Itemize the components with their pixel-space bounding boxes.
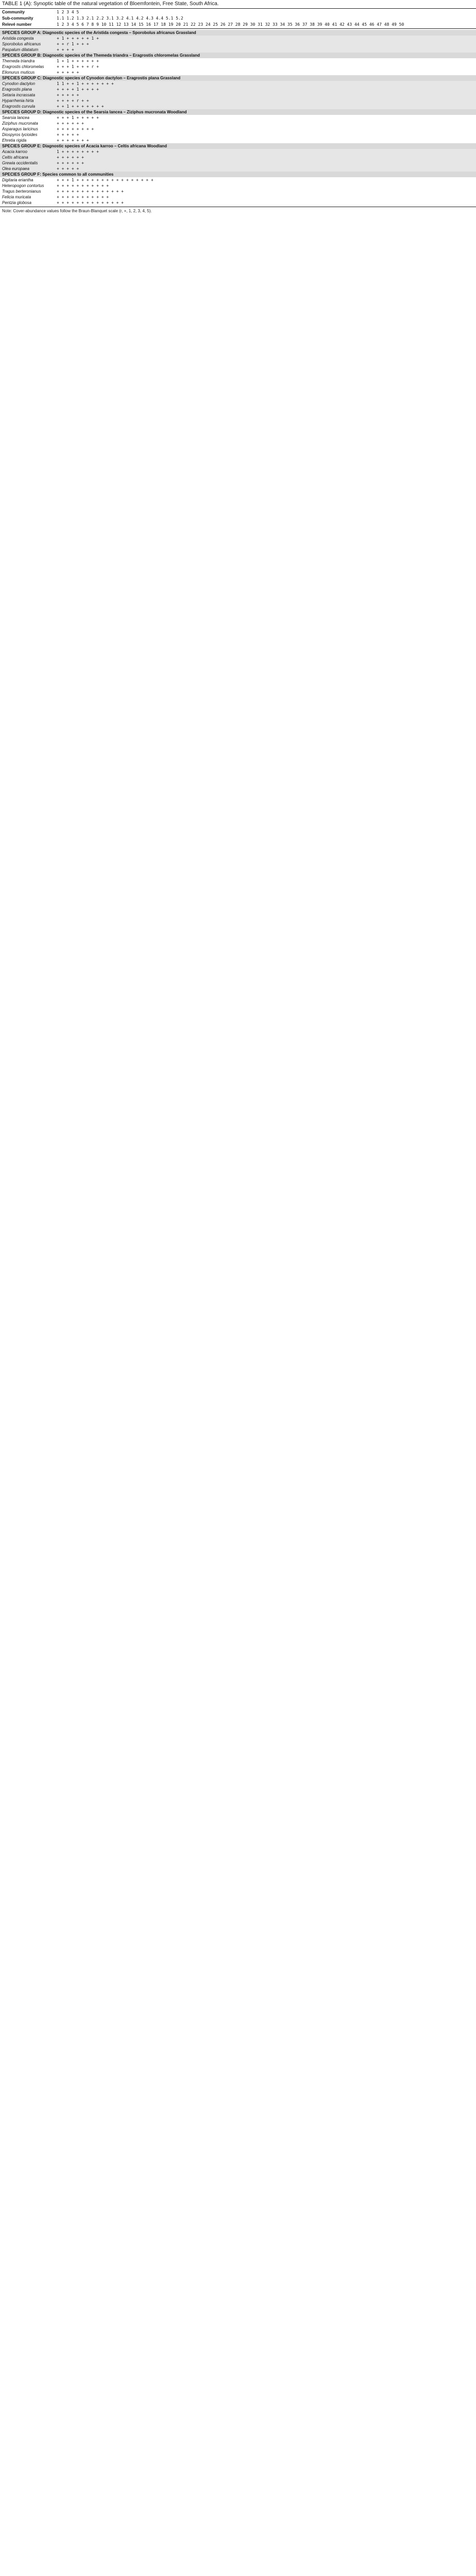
table-row bbox=[0, 177, 476, 183]
species-name: Eragrostis chloromelas bbox=[2, 64, 44, 69]
species-name: Themeda triandra bbox=[2, 59, 35, 63]
species-group-title: SPECIES GROUP C: Diagnostic species of Cynodon dactylon – Eragrostis plana Grassland bbox=[2, 76, 181, 80]
header-rule-top bbox=[0, 8, 476, 9]
species-name: Asparagus laricinus bbox=[2, 127, 38, 131]
species-name: Heteropogon contortus bbox=[2, 183, 44, 188]
table-row bbox=[0, 87, 476, 92]
cover-values: + + + + + bbox=[57, 132, 79, 137]
subcommunity-label: Sub-community bbox=[2, 16, 33, 21]
cover-values: + + 1 + + + + + + + bbox=[57, 104, 104, 109]
table-row bbox=[0, 183, 476, 189]
species-name: Paspalum dilatatum bbox=[2, 47, 39, 52]
releve-numbers: 1 2 3 4 5 6 7 8 9 10 11 12 13 14 15 16 17 18 19 20 21 22 23 24 25 26 27 28 29 30 31 32 33 34 35 36 37 38 39 40 41 42 43 44 45 46 47 48 49 50 bbox=[57, 22, 404, 27]
species-group-title: SPECIES GROUP B: Diagnostic species of the Themeda triandra – Eragrostis chloromelas Grassland bbox=[2, 53, 200, 58]
cover-values: 1 1 + + 1 + + + + + + + bbox=[57, 81, 114, 86]
species-name: Diospyros lycioides bbox=[2, 132, 38, 137]
table-row bbox=[0, 47, 476, 53]
cover-values: + + + + bbox=[57, 47, 74, 52]
table-row bbox=[0, 121, 476, 126]
species-group-title: SPECIES GROUP E: Diagnostic species of Acacia karroo – Celtis africana Woodland bbox=[2, 144, 167, 148]
species-name: Celtis africana bbox=[2, 155, 28, 160]
species-group-title: SPECIES GROUP A: Diagnostic species of the Aristida congesta – Sporobolus africanus Grassland bbox=[2, 30, 196, 35]
table-row bbox=[0, 200, 476, 206]
species-name: Eragrostis plana bbox=[2, 87, 32, 92]
species-name: Acacia karroo bbox=[2, 149, 27, 154]
cover-values: + 1 + + + + + 1 + bbox=[57, 36, 99, 41]
cover-values: + + + + + + + + + + + + + + bbox=[57, 200, 124, 205]
table-row bbox=[0, 160, 476, 166]
header-community-row bbox=[0, 9, 476, 15]
table-row bbox=[0, 138, 476, 143]
species-group-title: SPECIES GROUP D: Diagnostic species of the Searsia lancea – Ziziphus mucronata Woodland bbox=[2, 110, 187, 114]
header-subcommunity-row bbox=[0, 15, 476, 22]
cover-values: + + + + + + + + + + + + + + bbox=[57, 189, 124, 194]
cover-values: + + r 1 + + + bbox=[57, 42, 89, 46]
cover-values: 1 + 1 + + + + + + bbox=[57, 59, 99, 63]
species-name: Digitaria eriantha bbox=[2, 178, 33, 182]
species-group-heading bbox=[0, 172, 476, 177]
species-name: Pentzia globosa bbox=[2, 200, 31, 205]
header-rule-bottom bbox=[0, 28, 476, 29]
species-name: Ehretia rigida bbox=[2, 138, 27, 143]
cover-values: + + + + + + bbox=[57, 121, 84, 126]
cover-values: + + + 1 + + + r + bbox=[57, 64, 99, 69]
subcommunity-numbers: 1.1 1.2 1.3 2.1 2.2 3.1 3.2 4.1 4.2 4.3 4.4 5.1 5.2 bbox=[57, 16, 183, 21]
table-row bbox=[0, 166, 476, 172]
table-row bbox=[0, 104, 476, 109]
cover-values: + + + + + bbox=[57, 166, 79, 171]
cover-values: + + + + + + + bbox=[57, 138, 89, 143]
species-name: Olea europaea bbox=[2, 166, 29, 171]
table-row bbox=[0, 92, 476, 98]
cover-values: + + + + + + bbox=[57, 161, 84, 165]
cover-values: + + + 1 + + + + + + + + + + + + + + + + bbox=[57, 178, 154, 182]
table-row bbox=[0, 194, 476, 200]
table-footnote: Note: Cover-abundance values follow the Braun-Blanquet scale (r, +, 1, 2, 3, 4, 5). bbox=[2, 209, 152, 213]
table-row bbox=[0, 70, 476, 75]
species-name: Eragrostis curvula bbox=[2, 104, 36, 109]
table-caption: TABLE 1 (A): Synoptic table of the natural vegetation of Bloemfontein, Free State, South Africa. bbox=[2, 1, 219, 7]
species-name: Searsia lancea bbox=[2, 115, 29, 120]
species-group-heading bbox=[0, 143, 476, 149]
community-numbers: 1 2 3 4 5 bbox=[57, 10, 79, 14]
cover-values: + + + + + bbox=[57, 93, 79, 97]
species-group-heading bbox=[0, 30, 476, 36]
table-row bbox=[0, 155, 476, 160]
table-row bbox=[0, 81, 476, 87]
table-row bbox=[0, 132, 476, 138]
header-releve-row bbox=[0, 22, 476, 28]
table-row bbox=[0, 64, 476, 70]
cover-values: + + + + r + + bbox=[57, 98, 89, 103]
table-row bbox=[0, 115, 476, 121]
cover-values: + + + + + + + + + + + bbox=[57, 195, 109, 199]
cover-values: + + + + + bbox=[57, 70, 79, 75]
table-row bbox=[0, 36, 476, 41]
species-name: Aristida congesta bbox=[2, 36, 34, 41]
species-name: Sporobolus africanus bbox=[2, 42, 41, 46]
species-name: Ziziphus mucronata bbox=[2, 121, 38, 126]
cover-values: + + + + + + + + bbox=[57, 127, 94, 131]
table-row bbox=[0, 149, 476, 155]
table-row bbox=[0, 126, 476, 132]
cover-values: + + + + 1 + + + + bbox=[57, 87, 99, 92]
species-name: Setaria incrassata bbox=[2, 93, 36, 97]
cover-values: + + + + + + bbox=[57, 155, 84, 160]
community-label: Community bbox=[2, 10, 25, 14]
species-group-heading bbox=[0, 53, 476, 58]
table-row bbox=[0, 98, 476, 104]
table-row bbox=[0, 189, 476, 194]
species-group-heading bbox=[0, 109, 476, 115]
species-group-heading bbox=[0, 75, 476, 81]
cover-values: + + + + + + + + + + + bbox=[57, 183, 109, 188]
species-name: Hyparrhenia hirta bbox=[2, 98, 34, 103]
table-row bbox=[0, 41, 476, 47]
species-group-title: SPECIES GROUP F: Species common to all communities bbox=[2, 172, 114, 177]
species-name: Grewia occidentalis bbox=[2, 161, 38, 165]
species-name: Felicia muricata bbox=[2, 195, 31, 199]
cover-values: 1 + + + + + + + + bbox=[57, 149, 99, 154]
releve-label: Relevé number bbox=[2, 22, 32, 27]
species-name: Tragus berteronianus bbox=[2, 189, 41, 194]
species-name: Elionurus muticus bbox=[2, 70, 35, 75]
table-row bbox=[0, 58, 476, 64]
cover-values: + + + 1 + + + + + bbox=[57, 115, 99, 120]
species-name: Cynodon dactylon bbox=[2, 81, 36, 86]
